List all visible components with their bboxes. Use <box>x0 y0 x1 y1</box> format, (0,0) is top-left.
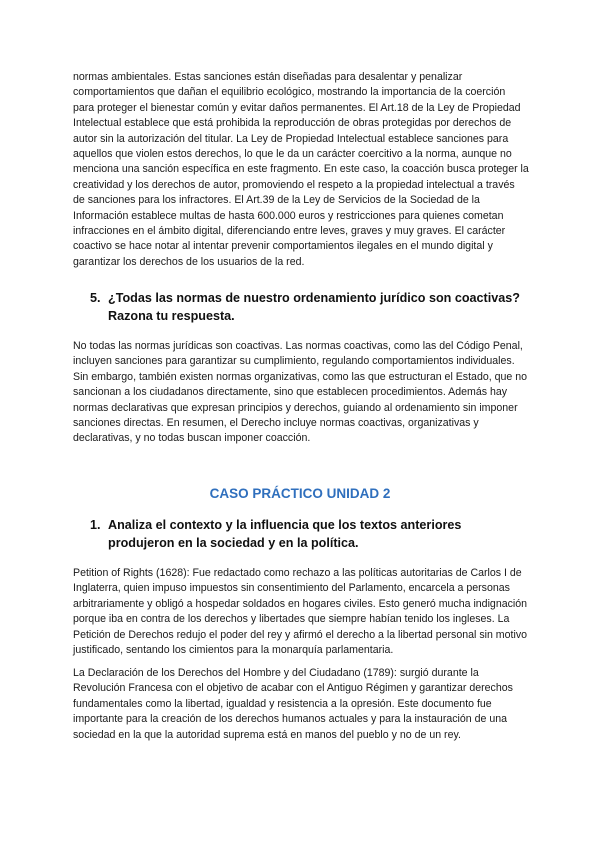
section-title: CASO PRÁCTICO UNIDAD 2 <box>209 486 391 501</box>
paragraph-answer-5: No todas las normas jurídicas son coactivas. Las normas coactivas, como las del Código Penal, incluyen sanciones para garantizar su cumplimiento, regulando comportamientos individuales. Sin embargo, también existen normas organizativas, como las que estructuran el Estado, que no sancionan a los ciudadanos directamente, sino que establecen procedimientos. Además hay normas declarativas que expresan principios y derechos, guiando al ordenamiento sin imponer sanciones directas. En resumen, el Derecho incluye normas coactivas, organizativas y declarativas, y no todas buscan imponer coacción. <box>73 340 528 445</box>
paragraph-coercion-examples: normas ambientales. Estas sanciones están diseñadas para desalentar y penalizar comportamientos que dañan el equilibrio ecológico, mostrando la importancia de la coerción para proteger el bienestar común y evitar daños permanentes. El Art.18 de la Ley de Propiedad Intelectual establece que está prohibida la reproducción de obras protegidas por derechos de autor sin la autorización del titular. La Ley de Propiedad Intelectual establece sanciones para aquellos que violen estos derechos, lo que le da un carácter coercitivo a la norma, aunque no menciona una sanción específica en este fragmento. En este caso, la coacción busca proteger la creatividad y los derechos de autor, promoviendo el respeto a la propiedad intelectual a través de sanciones para los infractores. El Art.39 de la Ley de Servicios de la Sociedad de la Información establece multas de hasta 600.000 euros y restricciones para quienes cometan infracciones en el ámbito digital, diferenciando entre leves, graves y muy graves. El carácter coactivo se hace notar al intentar prevenir comportamientos ilegales en el mundo digital y garantizar los derechos de los usuarios de la red. <box>73 71 529 268</box>
question-1-number: 1. <box>90 518 101 532</box>
question-1-text: Analiza el contexto y la influencia que los textos anteriores produjeron en la sociedad y en la política. <box>108 518 462 550</box>
question-5-heading <box>90 290 530 325</box>
question-5-text: ¿Todas las normas de nuestro ordenamiento jurídico son coactivas? Razona tu respuesta. <box>108 291 520 323</box>
question-5-number: 5. <box>90 291 101 305</box>
paragraph-declaration-rights: La Declaración de los Derechos del Hombre y del Ciudadano (1789): surgió durante la Revolución Francesa con el objetivo de acabar con el Antiguo Régimen y garantizar derechos fundamentales como la libertad, igualdad y resistencia a la opresión. Este documento fue importante para la creación de los derechos humanos actuales y para la instauración de una sociedad en la que la autoridad suprema está en manos del pueblo y no de un rey. <box>73 667 513 741</box>
question-1-heading <box>90 517 530 552</box>
paragraph-petition-of-rights: Petition of Rights (1628): Fue redactado como rechazo a las políticas autoritarias de Carlos I de Inglaterra, quien impuso impuestos sin consentimiento del Parlamento, encarcela a personas arbitrariamente y obligó a hospedar soldados en hogares civiles. Esto generó mucha indignación porque iba en contra de los derechos y libertades que siempre habían tenido los ingleses. La Petición de Derechos redujo el poder del rey y afirmó el derecho a la libertad personal sin motivo justificado, sentando los cimientos para la monarquía parlamentaria. <box>73 567 528 657</box>
